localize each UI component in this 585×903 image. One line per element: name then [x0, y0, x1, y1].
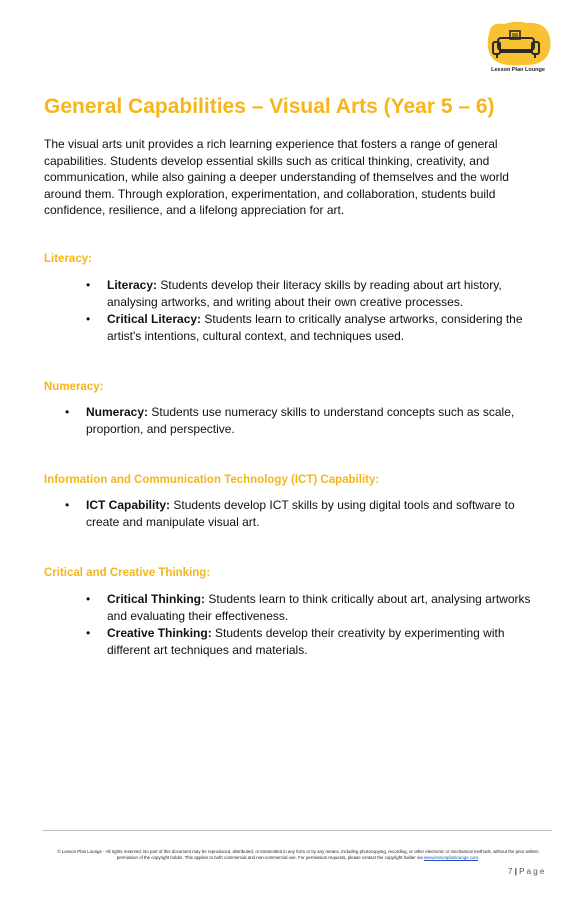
website-link[interactable]: www.lessonplanlounge.com: [423, 855, 479, 860]
item-text: Students learn to critically analyse artworks, considering the artist's intentions, cultural context, and techniques used.: [107, 312, 523, 343]
page-number-value: 7: [508, 867, 513, 876]
list-item: • Critical Thinking: Students learn to think critically about art, analysing artworks and evaluating their effectiveness.: [86, 592, 531, 623]
item-text: Students use numeracy skills to understand concepts such as scale, proportion, and perspective.: [86, 405, 515, 436]
copyright-text: © Lesson Plan Lounge - All rights reserved. No part of this document may be reproduced, distributed, or transmitted in any form or by any means, including photocopying, recording, or other electronic or mechanical methods, without the prior written permission of the copyright holder. This applies to both commercial and non-commercial use. For permission requests, please contact the copyright holder via: [57, 849, 539, 860]
item-text: Students develop their literacy skills by reading about art history, analysing artworks, and writing about their own creative processes.: [107, 278, 502, 309]
item-term: ICT Capability:: [86, 498, 171, 512]
literacy-list: [86, 277, 546, 345]
section-heading-numeracy: Numeracy:: [44, 381, 104, 393]
list-item: • Numeracy: Students use numeracy skills to understand concepts such as scale, proportion, and perspective.: [65, 405, 515, 436]
item-term: Creative Thinking:: [107, 626, 212, 640]
logo-text: Lesson Plan Lounge: [491, 67, 545, 73]
item-text: Students learn to think critically about art, analysing artworks and evaluating their effectiveness.: [107, 592, 531, 623]
item-term: Literacy:: [107, 278, 158, 292]
intro-paragraph: The visual arts unit provides a rich learning experience that fosters a range of general capabilities. Students develop essential skills such as critical thinking, creativity, and communication, while also gaining a deeper understanding of themselves and the world around them. Through exploration, experimentation, and collaboration, students build confidence, resilience, and a lifelong appreciation for art.: [44, 137, 509, 217]
footer-divider: [42, 830, 552, 831]
section-heading-ict: Information and Communication Technology (ICT) Capability:: [44, 474, 380, 486]
link-suffix: .: [478, 855, 480, 860]
list-item: • Literacy: Students develop their literacy skills by reading about art history, analysing artworks, and writing about their own creative processes.: [86, 278, 502, 309]
item-term: Numeracy:: [86, 405, 149, 419]
page-label: P a g e: [519, 867, 545, 876]
list-item: • ICT Capability: Students develop ICT skills by using digital tools and software to create and manipulate visual art.: [65, 498, 515, 529]
list-item: • Critical Literacy: Students learn to critically analyse artworks, considering the artist's intentions, cultural context, and techniques used.: [86, 312, 523, 343]
list-item: • Creative Thinking: Students develop their creativity by experimenting with different art techniques and materials.: [86, 626, 505, 657]
critical-creative-list: [86, 591, 546, 659]
numeracy-list: [65, 404, 530, 438]
footer-copyright: [48, 849, 548, 861]
item-text: Students develop ICT skills by using digital tools and software to create and manipulate visual art.: [86, 498, 515, 529]
section-heading-critical-creative: Critical and Creative Thinking:: [44, 567, 211, 579]
page-title: General Capabilities – Visual Arts (Year 5 – 6): [44, 95, 495, 118]
item-text: Students develop their creativity by experimenting with different art techniques and materials.: [107, 626, 505, 657]
section-heading-literacy: Literacy:: [44, 253, 92, 265]
item-term: Critical Literacy:: [107, 312, 202, 326]
page-number: [508, 867, 544, 876]
page-separator: |: [514, 867, 517, 876]
item-term: Critical Thinking:: [107, 592, 206, 606]
ict-list: [65, 497, 535, 531]
